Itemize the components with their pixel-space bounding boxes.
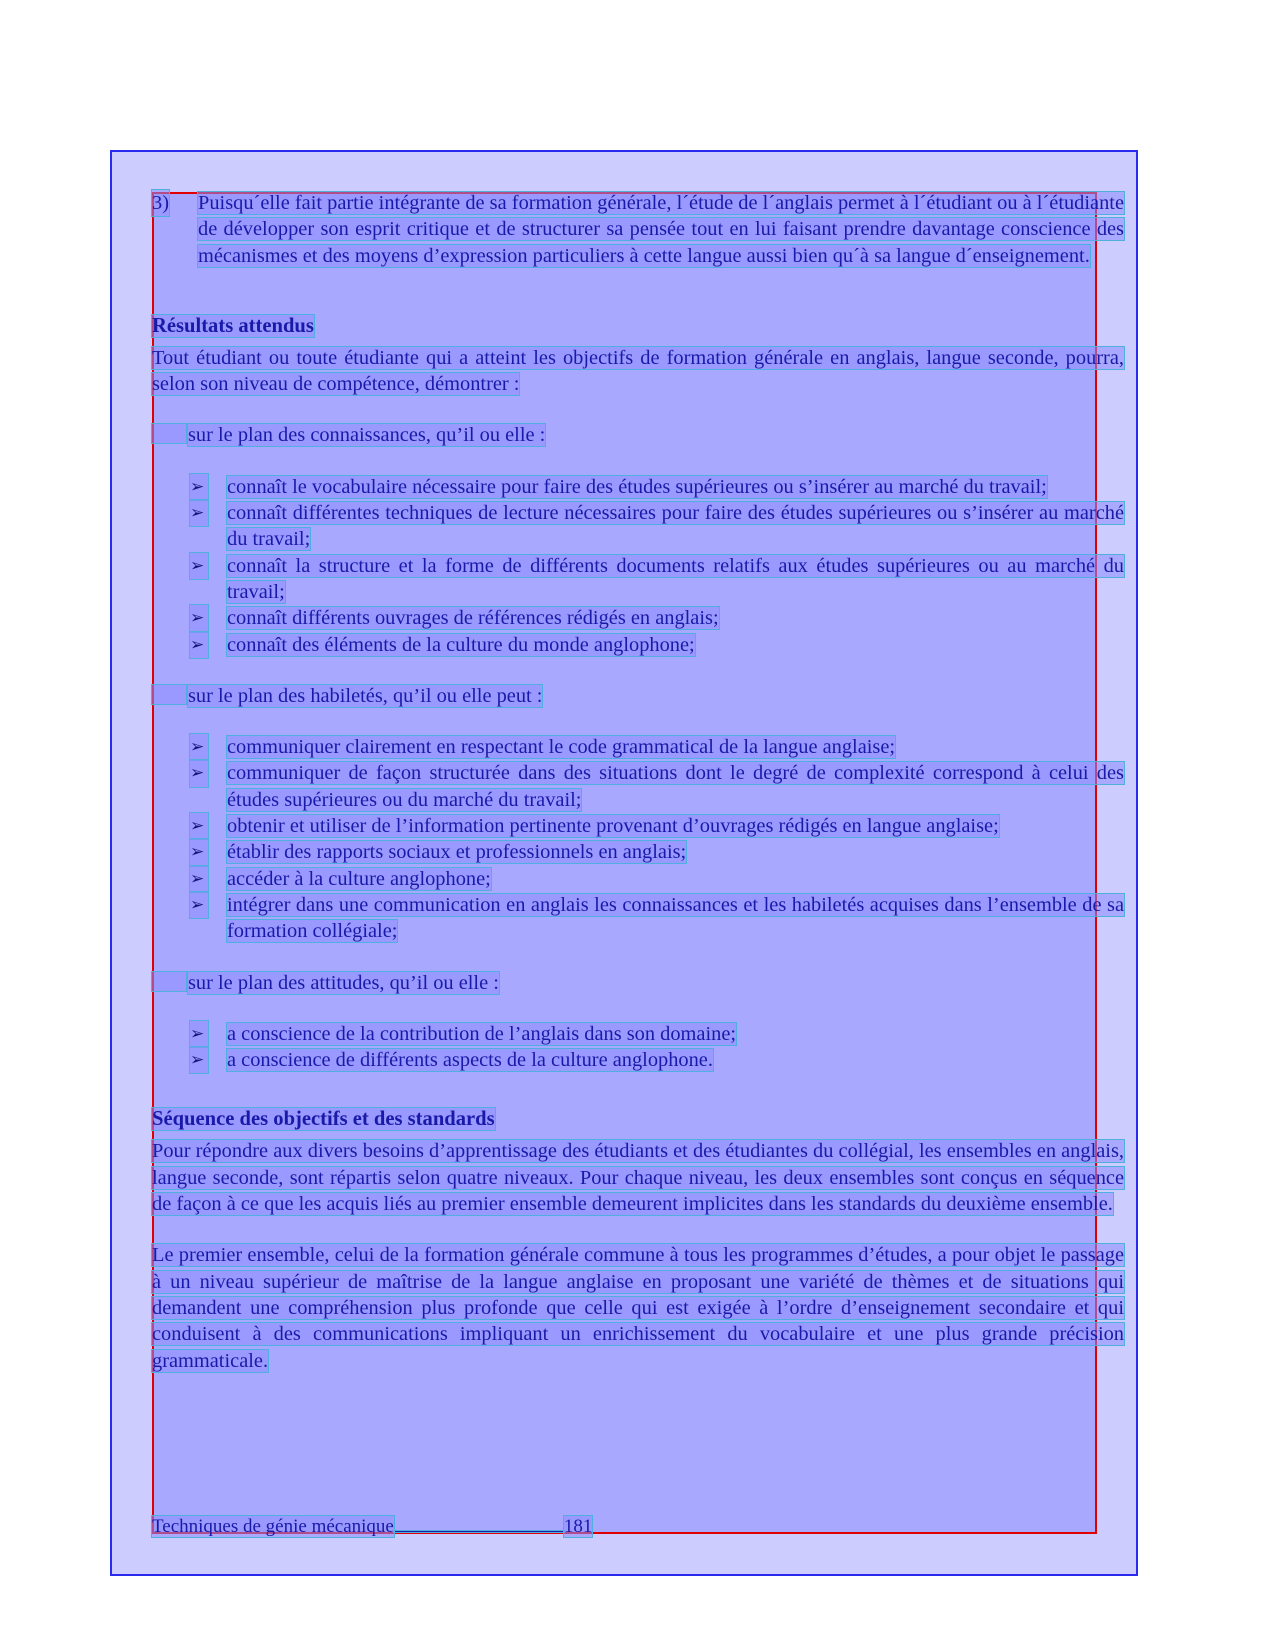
list-item-text: connaît le vocabulaire nécessaire pour faire des études supérieures ou s’insérer au marché du travail; [227,475,1047,498]
heading-text: Résultats attendus [152,314,314,337]
attitudes-list [152,1021,1124,1074]
list-item [190,632,1124,658]
skills-list [152,734,1124,944]
dash-marker [152,424,186,443]
arrow-bullet-icon: ➢ [190,734,208,760]
arrow-bullet-icon: ➢ [190,760,208,786]
arrow-bullet-icon: ➢ [190,866,208,892]
arrow-bullet-icon: ➢ [190,553,208,579]
knowledge-list [152,474,1124,658]
arrow-bullet-icon: ➢ [190,892,208,918]
footer-rule [394,1531,564,1532]
list-item-text: a conscience de différents aspects de la culture anglophone. [227,1049,713,1072]
list-item-text: accéder à la culture anglophone; [227,867,491,890]
list-item-text: a conscience de la contribution de l’anglais dans son domaine; [227,1022,737,1045]
list-item [190,605,1124,631]
arrow-bullet-icon: ➢ [190,474,208,500]
list-item [190,734,1124,760]
attitudes-plan-label [152,970,1124,996]
arrow-bullet-icon: ➢ [190,813,208,839]
plan-label-text: sur le plan des habiletés, qu’il ou elle peut : [188,684,543,707]
footer-program: Techniques de génie mécanique [152,1516,394,1537]
list-item [190,1021,1124,1047]
paragraph-text: Le premier ensemble, celui de la formation générale commune à tous les programmes d’études, a pour objet le passage à un niveau supérieur de maîtrise de la langue anglaise en proposant une variété de thèmes et de situations qui demandent une compréhension plus profonde que celle qui est exigée à l’ordre d’enseignement secondaire et qui conduisent à des communications impliquant un enrichissement du vocabulaire et une plus grande précision grammaticale. [152,1244,1124,1372]
results-intro [152,345,1124,398]
list-item [190,866,1124,892]
plan-label-text: sur le plan des attitudes, qu’il ou elle : [188,971,499,994]
list-item-text: connaît différents ouvrages de références rédigés en anglais; [227,607,719,630]
list-item-text: connaît différentes techniques de lecture nécessaires pour faire des études supérieures ou s’insérer au marché du travail; [227,502,1124,551]
list-item [190,1047,1124,1073]
list-item-text: établir des rapports sociaux et professionnels en anglais; [227,841,687,864]
dash-marker [152,972,186,991]
arrow-bullet-icon: ➢ [190,500,208,526]
arrow-bullet-icon: ➢ [190,605,208,631]
arrow-bullet-icon: ➢ [190,632,208,658]
arrow-bullet-icon: ➢ [190,1047,208,1073]
sequence-paragraph-1 [152,1138,1124,1217]
list-item [190,839,1124,865]
knowledge-plan-label [152,422,1124,448]
list-item-text: communiquer de façon structurée dans des situations dont le degré de complexité correspond à celui des études supérieures ou du marché du travail; [227,762,1124,811]
arrow-bullet-icon: ➢ [190,839,208,865]
dash-marker [152,685,186,704]
list-item [190,474,1124,500]
list-item-text: intégrer dans une communication en anglais les connaissances et les habiletés acquises dans l’ensemble de sa formation collégiale; [227,893,1124,943]
paragraph-text: Pour répondre aux divers besoins d’apprentissage des étudiants et des étudiantes du collégial, les ensembles en anglais, langue seconde, sont répartis selon quatre niveaux. Pour chaque niveau, les deux ensembles sont conçus en séquence de façon à ce que les acquis liés au premier ensemble demeurent implicites dans les standards du deuxième ensemble. [152,1140,1124,1216]
section-heading-results [152,313,1124,339]
intro-text: Tout étudiant ou toute étudiante qui a atteint les objectifs de formation générale en anglais, langue seconde, pourra, selon son niveau de compétence, démontrer : [152,346,1124,396]
item-number: 3) [152,190,169,216]
numbered-paragraph-3 [152,190,1124,269]
skills-plan-label [152,683,1124,709]
page-number: 181 [563,1516,593,1537]
item-text: Puisqu´elle fait partie intégrante de sa formation générale, l´étude de l´anglais permet à l´étudiant ou à l´étudiante de développer son esprit critique et de structurer sa pensée tout en lui faisant prendre davantage conscience des mécanismes et des moyens d’expression particuliers à cette langue aussi bien qu´à sa langue d´enseignement. [198,192,1124,267]
plan-label-text: sur le plan des connaissances, qu’il ou elle : [188,424,546,447]
page-content [152,190,1124,1374]
list-item-text: obtenir et utiliser de l’information pertinente provenant d’ouvrages rédigés en langue anglaise; [227,815,999,838]
arrow-bullet-icon: ➢ [190,1021,208,1047]
list-item-text: connaît des éléments de la culture du monde anglophone; [227,633,695,656]
list-item-text: connaît la structure et la forme de différents documents relatifs aux études supérieures ou au marché du travail; [227,554,1124,603]
section-heading-sequence [152,1106,1124,1132]
list-item [190,760,1124,813]
list-item [190,813,1124,839]
list-item [190,500,1124,553]
list-item [190,553,1124,606]
list-item-text: communiquer clairement en respectant le code grammatical de la langue anglaise; [227,736,896,759]
page-footer [152,1517,592,1537]
list-item [190,892,1124,945]
heading-text: Séquence des objectifs et des standards [152,1108,495,1131]
sequence-paragraph-2 [152,1242,1124,1373]
